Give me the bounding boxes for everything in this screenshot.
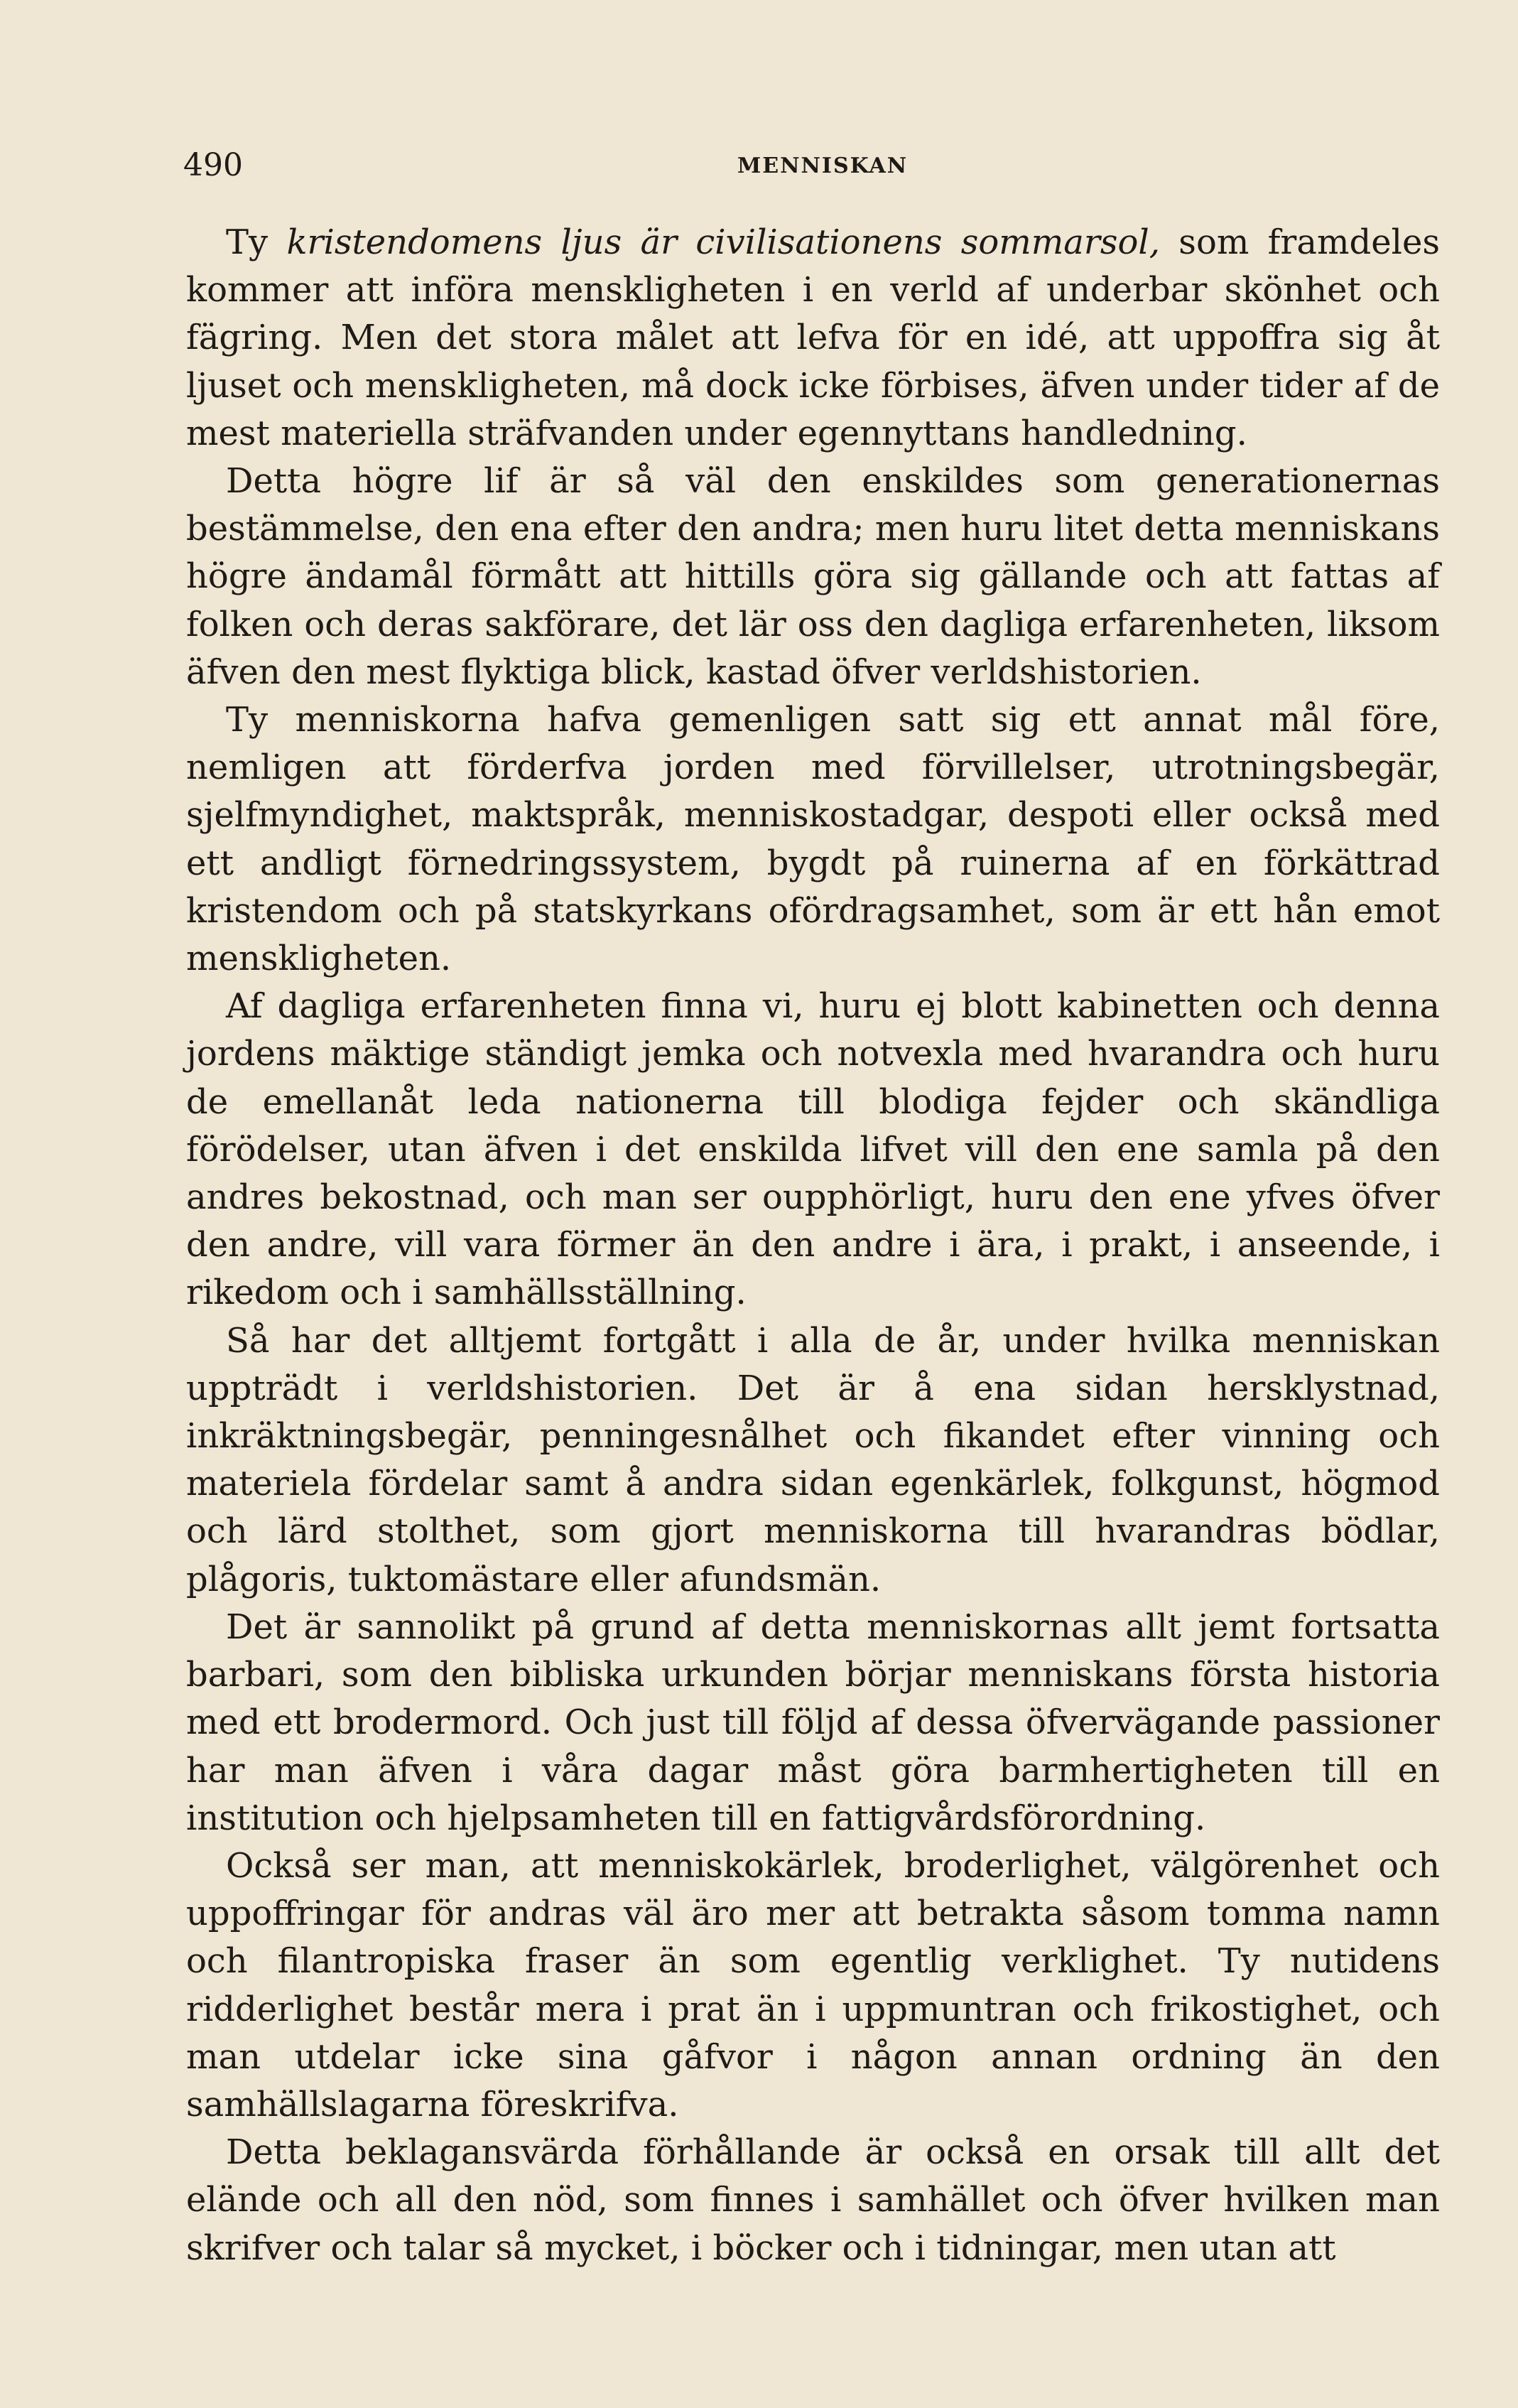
paragraph-4: Af dagliga erfarenheten finna vi, huru ej blott kabinetten och denna jordens mäktige ständigt jemka och notvexla med hvarandra och huru de emellanåt leda nationerna till blodiga fejder och skändliga förödelser, utan äfven i det enskilda lifvet vill den ene samla på den andres bekostnad, och man ser oupphörligt, huru den ene yfves öfver den andre, vill vara förmer än den andre i ära, i prakt, i anseende, i rikedom och i samhällsställning. bbox=[186, 986, 1440, 1313]
paragraph-2: Detta högre lif är så väl den enskildes som generationernas bestämmelse, den ena efter den andra; men huru litet detta menniskans högre ändamål förmått att hittills göra sig gällande och att fattas af folken och deras sakförare, det lär oss den dagliga erfarenheten, liksom äfven den mest flyktiga blick, kastad öfver verldshistorien. bbox=[186, 461, 1440, 692]
paragraph-3: Ty menniskorna hafva gemenligen satt sig ett annat mål före, nemligen att förderfva jorden med förvillelser, utrotningsbegär, sjelfmyndighet, maktspråk, menniskostadgar, despoti eller också med ett andligt förnedringssystem, bygdt på ruinerna af en förkättrad kristendom och på statskyrkans ofördragsamhet, som är ett hån emot menskligheten. bbox=[186, 700, 1440, 979]
paragraph-1-rest: som framdeles kommer att införa menskligheten i en verld af underbar skönhet och fägring. Men det stora målet att lefva för en idé, att uppoffra sig åt ljuset och menskligheten, må dock icke förbises, äfven under tider af de mest materiella sträfvanden under egennyttans handledning. bbox=[186, 222, 1441, 453]
paragraph-7: Också ser man, att menniskokärlek, broderlighet, välgörenhet och uppoffringar för andras väl äro mer att betrakta såsom tomma namn och filantropiska fraser än som egentlig verklighet. Ty nutidens ridderlighet består mera i prat än i uppmuntran och frikostighet, och man utdelar icke sina gåfvor i någon annan ordning än den samhällslagarna föreskrifva. bbox=[186, 1845, 1440, 2124]
paragraph-1 bbox=[186, 219, 1440, 458]
paragraph-5: Så har det alltjemt fortgått i alla de år, under hvilka menniskan uppträdt i verldshistorien. Det är å ena sidan hersklystnad, inkräktningsbegär, penningesnålhet och fikandet efter vinning och materiela fördelar samt å andra sidan egenkärlek, folkgunst, högmod och lärd stolthet, som gjort menniskorna till hvarandras bödlar, plågoris, tuktomästare eller afundsmän. bbox=[186, 1320, 1440, 1599]
page-header bbox=[183, 144, 1455, 187]
running-title: MENNISKAN bbox=[737, 153, 909, 178]
paragraph-8: Detta beklagansvärda förhållande är också en orsak till allt det elände och all den nöd, som finnes i samhället och öfver hvilken man skrifver och talar så mycket, i böcker och i tidningar, men utan att bbox=[186, 2132, 1440, 2268]
paragraph-6: Det är sannolikt på grund af detta menniskornas allt jemt fortsatta barbari, som den bibliska urkunden börjar menniskans första historia med ett brodermord. Och just till följd af dessa öfvervägande passioner har man äfven i våra dagar måst göra barmhertigheten till en institution och hjelpsamheten till en fattigvårdsförordning. bbox=[186, 1607, 1440, 1838]
page-number: 490 bbox=[183, 147, 243, 183]
body-text bbox=[186, 219, 1440, 2272]
paragraph-1-lead: Ty bbox=[226, 222, 287, 262]
paragraph-1-italic-phrase: kristendomens ljus är civilisationens sommarsol, bbox=[286, 222, 1161, 262]
